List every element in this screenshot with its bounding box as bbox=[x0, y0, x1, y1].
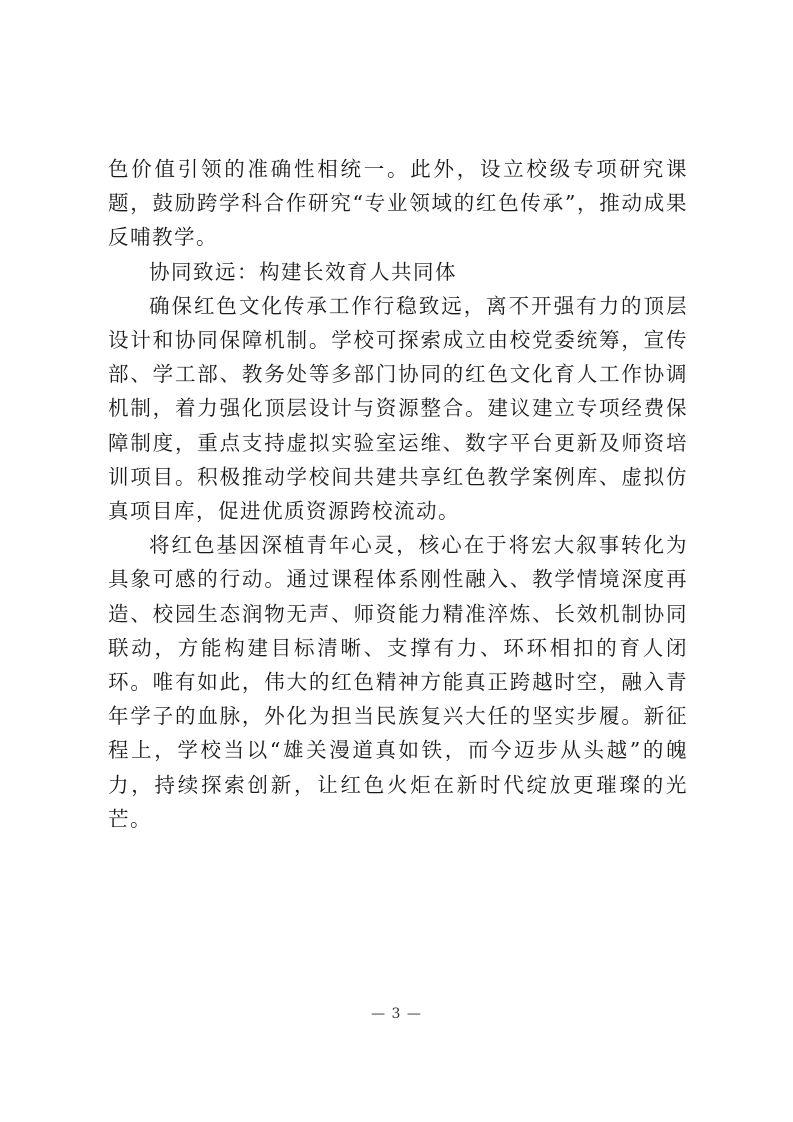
section-heading: 协同致远：构建长效育人共同体 bbox=[149, 259, 457, 284]
paragraph-continuation: 色价值引领的准确性相统一。此外，设立校级专项研究课题，鼓励跨学科合作研究“专业领域的红色传承”，推动成果反哺教学。 bbox=[108, 157, 688, 250]
document-body bbox=[108, 152, 688, 836]
paragraph-conclusion: 将红色基因深植青年心灵，核心在于将宏大叙事转化为具象可感的行动。通过课程体系刚性融入、教学情境深度再造、校园生态润物无声、师资能力精准淬炼、长效机制协同联动，方能构建目标清晰、支撑有力、环环相扣的育人闭环。唯有如此，伟大的红色精神方能真正跨越时空，融入青年学子的血脉，外化为担当民族复兴大任的坚实步履。新征程上，学校当以“雄关漫道真如铁，而今迈步从头越”的魄力，持续探索创新，让红色火炬在新时代绽放更璀璨的光芒。 bbox=[108, 533, 688, 831]
paragraph-coordination: 确保红色文化传承工作行稳致远，离不开强有力的顶层设计和协同保障机制。学校可探索成立由校党委统筹，宣传部、学工部、教务处等多部门协同的红色文化育人工作协调机制，着力强化顶层设计与资源整合。建议建立专项经费保障制度，重点支持虚拟实验室运维、数字平台更新及师资培训项目。积极推动学校间共建共享红色教学案例库、虚拟仿真项目库，促进优质资源跨校流动。 bbox=[108, 293, 688, 524]
page-number: — 3 — bbox=[371, 1006, 422, 1022]
